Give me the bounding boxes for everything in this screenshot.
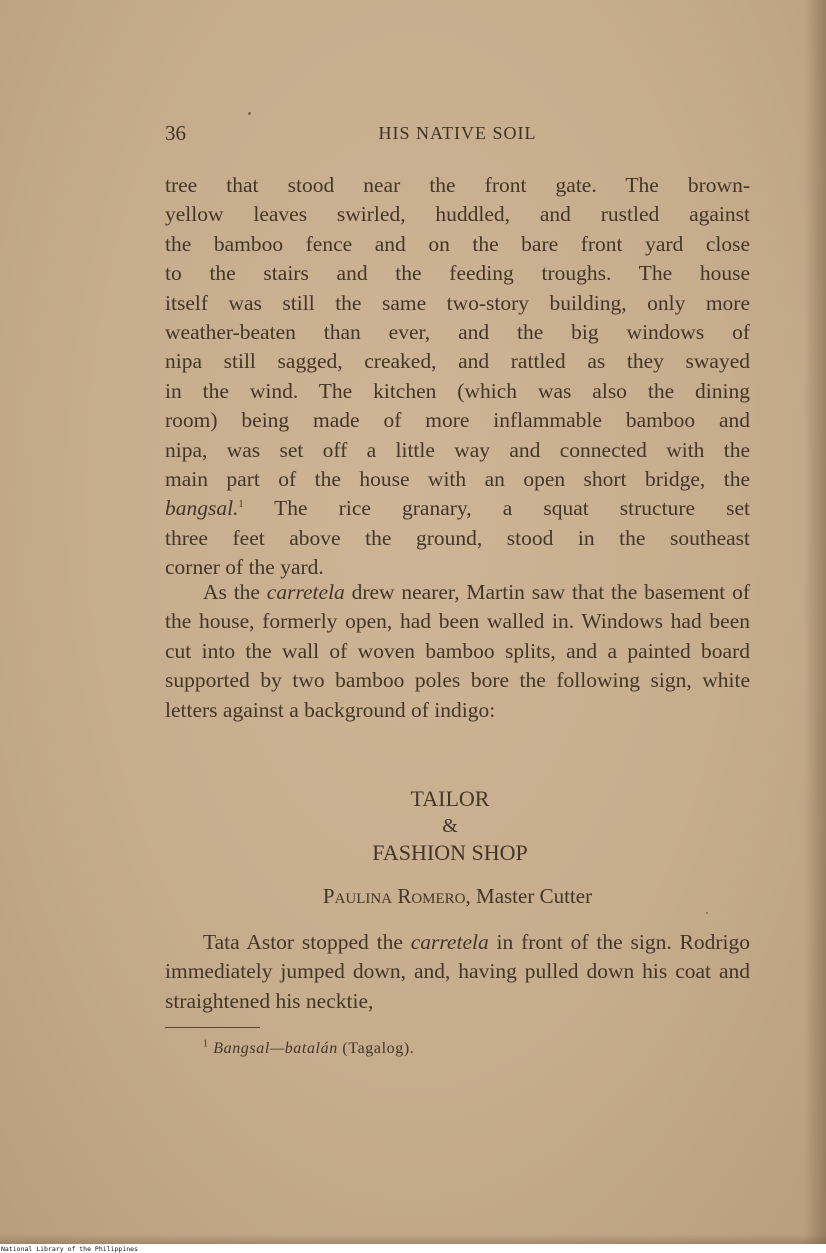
paragraph-2 <box>165 578 750 725</box>
footnote-mark: 1 <box>203 1038 209 1050</box>
footnote-translation: batalán <box>284 1040 338 1057</box>
text-line <box>165 494 750 523</box>
text-fragment: in front of the sign. Rodrigo immediately jumped down, and, having pulled down his coat and straightened his necktie, <box>165 930 750 1013</box>
page-number: 36 <box>165 121 186 145</box>
text-fragment: Tata Astor stopped the <box>203 930 411 954</box>
text-line: three feet above the ground, stood in the southeast <box>165 525 750 550</box>
owner-title: Master Cutter <box>470 884 593 908</box>
owner-name: Paulina Romero, <box>322 884 471 908</box>
text-fragment: The rice granary, a squat structure set <box>243 496 750 521</box>
scan-credit: National Library of the Philippines <box>1 1245 138 1253</box>
footnote-language: (Tagalog). <box>337 1040 415 1057</box>
sign-ampersand: & <box>442 815 458 837</box>
footnote-divider <box>165 1027 260 1028</box>
italic-term-carretela: carretela <box>410 930 489 954</box>
running-head: HIS NATIVE SOIL <box>378 123 537 143</box>
paragraph-1 <box>165 171 750 583</box>
page-bottom-shadow <box>0 1234 826 1244</box>
text-line: main part of the house with an open short bridge, the <box>165 467 750 492</box>
footnote-reference: 1 <box>238 499 244 511</box>
footnote-term: Bangsal <box>213 1040 270 1057</box>
italic-term-carretela: carretela <box>266 580 345 604</box>
text-line: weather-beaten than ever, and the big windows of <box>165 320 750 345</box>
text-line: nipa still sagged, creaked, and rattled as they swayed <box>165 349 750 374</box>
text-line: in the wind. The kitchen (which was also the dining <box>165 378 750 403</box>
text-line: to the stairs and the feeding troughs. The house <box>165 261 750 286</box>
footnote-dash: — <box>269 1040 285 1057</box>
text-line: the bamboo fence and on the bare front yard close <box>165 231 750 256</box>
text-line: tree that stood near the front gate. The brown- <box>165 173 750 197</box>
sign-subtitle: FASHION SHOP <box>372 840 528 865</box>
text-fragment: drew nearer, Martin saw that the basement of the house, formerly open, had been walled in. Windows had been cut into the wall of woven bamboo splits, and a painted board supported by two bamboo poles bore the following sign, white letters <box>165 580 750 722</box>
text-line: itself was still the same two-story building, only more <box>165 290 750 315</box>
text-line: nipa, was set off a little way and connected with the <box>165 437 750 462</box>
page-edge-shadow <box>804 0 826 1244</box>
sign-owner <box>165 884 750 909</box>
paragraph-3 <box>165 928 750 1016</box>
footnote <box>203 1040 414 1058</box>
text-line: room) being made of more inflammable bamboo and <box>165 408 750 433</box>
italic-term-bangsal: bangsal. <box>165 496 239 521</box>
paper-speck <box>706 912 708 914</box>
page-header <box>165 121 750 147</box>
text-line: yellow leaves swirled, huddled, and rustled against <box>165 202 750 227</box>
paper-speck <box>248 112 251 115</box>
sign-title: TAILOR <box>410 786 490 811</box>
text-line: corner of the yard. <box>165 555 324 580</box>
text-fragment: against a background of indigo: <box>222 697 496 722</box>
text-fragment: As the <box>203 580 267 604</box>
